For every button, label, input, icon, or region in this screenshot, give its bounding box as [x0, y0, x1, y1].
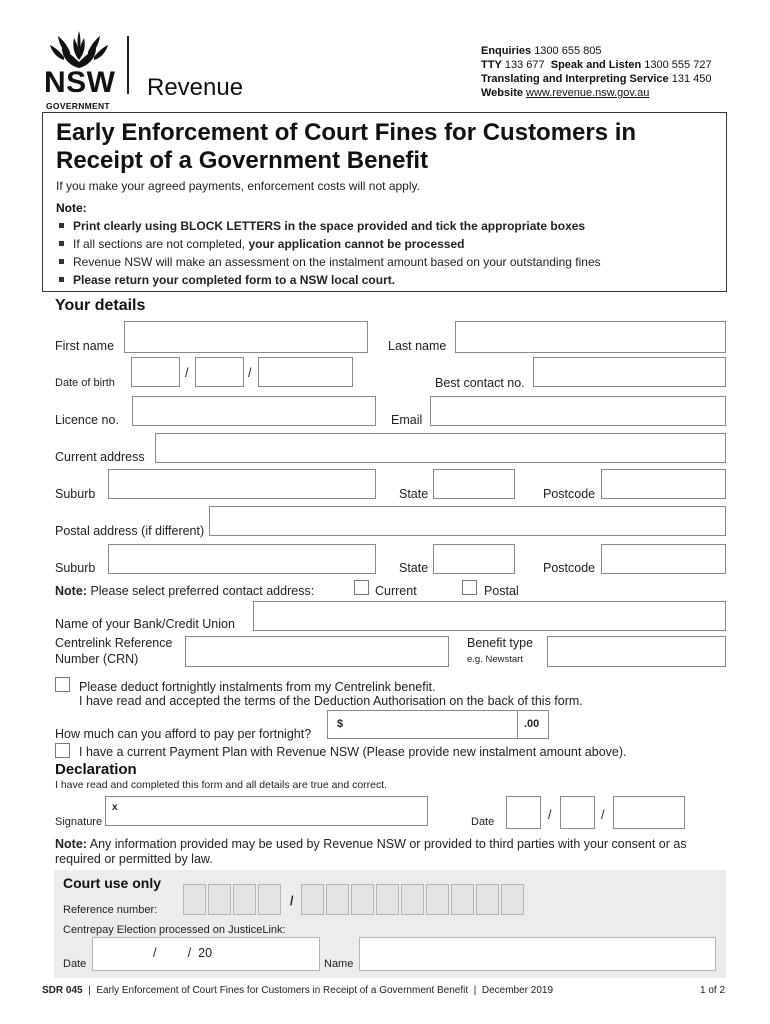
preferred-address-note: Note: Please select preferred contact address: [55, 584, 315, 598]
contact-block: Enquiries 1300 655 805 TTY 133 677 Speak and Listen 1300 555 727 Translating and Interpreting Service 131 450 Website www.revenue.nsw.gov.au [481, 45, 712, 99]
fortnightly-amount-field[interactable] [327, 710, 549, 739]
licence-field[interactable] [132, 396, 376, 426]
postal-suburb-field[interactable] [108, 544, 376, 574]
reference-digit-box[interactable] [476, 884, 499, 915]
benefit-type-field[interactable] [547, 636, 726, 667]
crn-field[interactable] [185, 636, 449, 667]
last-name-label: Last name [388, 339, 447, 353]
bank-field[interactable] [253, 601, 726, 631]
dob-slash: / [185, 366, 189, 380]
list-item: Print clearly using BLOCK LETTERS in the space provided and tick the appropriate boxes [56, 217, 601, 235]
reference-digit-box[interactable] [208, 884, 231, 915]
page-number: 1 of 2 [700, 985, 726, 996]
privacy-note-line2: required or permitted by law. [55, 852, 213, 866]
postal-state-field[interactable] [433, 544, 515, 574]
current-address-field[interactable] [155, 433, 726, 463]
deduct-text-line2: I have read and accepted the terms of the Deduction Authorisation on the back of this form. [79, 694, 583, 708]
dob-slash: / [248, 366, 252, 380]
email-label: Email [391, 413, 423, 427]
current-address-checkbox[interactable] [354, 580, 369, 595]
note-heading: Note: [56, 201, 87, 215]
reference-number-label: Reference number: [63, 904, 158, 916]
intro-box [42, 112, 727, 292]
signature-label: Signature [55, 816, 103, 828]
court-name-field[interactable] [359, 937, 716, 971]
declaration-month-field[interactable] [560, 796, 595, 829]
revenue-wordmark: Revenue [147, 74, 244, 101]
postal-address-field[interactable] [209, 506, 726, 536]
deduct-text-line1: Please deduct fortnightly instalments from my Centrelink benefit. [79, 680, 436, 694]
reference-digit-box[interactable] [376, 884, 399, 915]
signature-x: x [112, 802, 118, 813]
last-name-field[interactable] [455, 321, 726, 353]
postcode-label: Postcode [543, 487, 596, 501]
postal-postcode-field[interactable] [601, 544, 726, 574]
list-item: Revenue NSW will make an assessment on the instalment amount based on your outstanding fines [56, 253, 601, 271]
note-list [56, 217, 601, 289]
postcode-field[interactable] [601, 469, 726, 499]
list-item: If all sections are not completed, your application cannot be processed [56, 235, 601, 253]
court-name-label: Name [324, 958, 354, 970]
intro-text: If you make your agreed payments, enforcement costs will not apply. [56, 179, 420, 193]
website-link[interactable]: www.revenue.nsw.gov.au [526, 87, 650, 99]
declaration-year-field[interactable] [613, 796, 685, 829]
dollar-sign: $ [337, 718, 344, 730]
postal-option-label: Postal [484, 584, 519, 598]
centrepay-label: Centrepay Election processed on JusticeLink: [63, 924, 286, 936]
reference-digit-box[interactable] [301, 884, 324, 915]
privacy-note-line1: Note: Any information provided may be used by Revenue NSW or provided to third parties with your consent or as [55, 837, 687, 851]
declaration-date-slash: / [548, 808, 552, 822]
declaration-day-field[interactable] [506, 796, 541, 829]
current-option-label: Current [375, 584, 417, 598]
nsw-logo [44, 30, 118, 111]
postal-suburb-label: Suburb [55, 561, 96, 575]
postal-address-checkbox[interactable] [462, 580, 477, 595]
form-title: Early Enforcement of Court Fines for Customers in Receipt of a Government Benefit [56, 119, 637, 174]
reference-digit-box[interactable] [501, 884, 524, 915]
footer: SDR 045 | Early Enforcement of Court Fines for Customers in Receipt of a Government Benefit | December 2019 [42, 985, 554, 996]
state-label: State [399, 487, 429, 501]
bank-label: Name of your Bank/Credit Union [55, 617, 235, 631]
reference-digit-box[interactable] [183, 884, 206, 915]
crn-label-line2: Number (CRN) [55, 652, 139, 666]
reference-digit-box[interactable] [233, 884, 256, 915]
reference-digit-box[interactable] [326, 884, 349, 915]
reference-digit-box[interactable] [401, 884, 424, 915]
nsw-wordmark: NSW [44, 66, 116, 99]
declaration-text: I have read and completed this form and all details are true and correct. [55, 779, 388, 791]
declaration-date-slash: / [601, 808, 605, 822]
your-details-heading: Your details [55, 297, 146, 314]
government-wordmark: GOVERNMENT [46, 101, 110, 111]
dob-label: Date of birth [55, 377, 115, 389]
postal-state-label: State [399, 561, 429, 575]
suburb-label: Suburb [55, 487, 96, 501]
signature-field[interactable] [105, 796, 428, 826]
current-address-label: Current address [55, 450, 145, 464]
first-name-field[interactable] [124, 321, 368, 353]
contact-no-field[interactable] [533, 357, 726, 387]
email-field[interactable] [430, 396, 726, 426]
benefit-type-example: e.g. Newstart [467, 654, 523, 665]
amount-divider [517, 711, 518, 738]
contact-no-label: Best contact no. [435, 376, 525, 390]
licence-label: Licence no. [55, 413, 119, 427]
postal-postcode-label: Postcode [543, 561, 596, 575]
declaration-heading: Declaration [55, 761, 137, 778]
crn-label-line1: Centrelink Reference [55, 636, 173, 650]
deduct-instalments-checkbox[interactable] [55, 677, 70, 692]
cents-label: .00 [524, 718, 540, 730]
court-use-panel [54, 870, 726, 978]
court-date-field[interactable] [92, 937, 320, 971]
reference-slash: / [290, 894, 294, 908]
payment-plan-text: I have a current Payment Plan with Revenue NSW (Please provide new instalment amount above). [79, 745, 627, 759]
afford-label: How much can you afford to pay per fortnight? [55, 727, 312, 741]
court-date-template: / / 20 [153, 946, 213, 960]
dob-year-field[interactable] [258, 357, 353, 387]
postal-address-label: Postal address (if different) [55, 524, 205, 538]
court-date-label: Date [63, 958, 87, 970]
header-divider [127, 36, 129, 94]
state-field[interactable] [433, 469, 515, 499]
list-item: Please return your completed form to a NSW local court. [56, 271, 601, 289]
payment-plan-checkbox[interactable] [55, 743, 70, 758]
dob-month-field[interactable] [195, 357, 244, 387]
dob-day-field[interactable] [131, 357, 180, 387]
benefit-type-label: Benefit type [467, 636, 534, 650]
first-name-label: First name [55, 339, 115, 353]
reference-digit-box[interactable] [258, 884, 281, 915]
declaration-date-label: Date [471, 816, 495, 828]
waratah-icon [48, 30, 110, 70]
reference-digit-box[interactable] [426, 884, 449, 915]
suburb-field[interactable] [108, 469, 376, 499]
court-use-heading: Court use only [63, 875, 162, 891]
reference-digit-box[interactable] [451, 884, 474, 915]
reference-digit-box[interactable] [351, 884, 374, 915]
